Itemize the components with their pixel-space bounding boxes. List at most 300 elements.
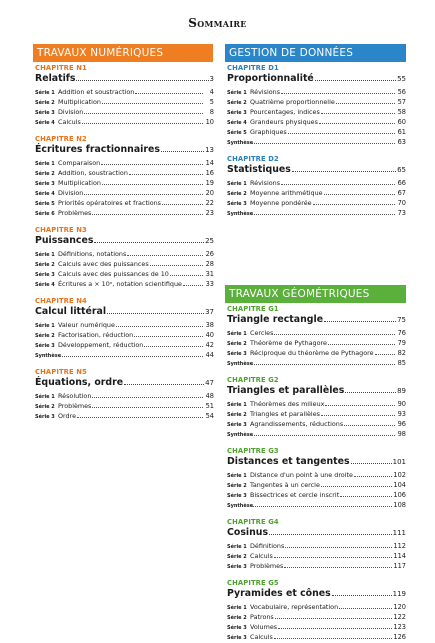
entry-page: 108 — [393, 501, 406, 509]
entry-page: 79 — [397, 339, 406, 347]
dot-leader — [274, 638, 393, 639]
chapter-title: Équations, ordre — [35, 377, 124, 388]
entry-page: 48 — [205, 392, 214, 400]
chapter-label: CHAPITRE N2 — [35, 135, 87, 143]
entry-page: 82 — [397, 349, 406, 357]
toc-entry[interactable] — [35, 270, 214, 280]
dot-leader — [292, 171, 396, 172]
serie-label: Synthèse — [227, 361, 254, 367]
entry-text: Pourcentages, indices — [250, 108, 320, 116]
serie-label: Série 3 — [227, 201, 247, 207]
chapter-title: Calcul littéral — [35, 306, 107, 317]
serie-label: Série 1 — [227, 473, 247, 479]
dot-leader — [325, 405, 395, 406]
entry-text: Volumes — [250, 623, 278, 631]
entry-page: 60 — [397, 118, 406, 126]
toc-entry[interactable] — [35, 108, 214, 118]
serie-label: Série 6 — [35, 211, 55, 217]
section-band-numeric: TRAVAUX NUMÉRIQUES — [33, 44, 213, 62]
toc-column-data — [227, 57, 406, 219]
serie-label: Synthèse — [227, 211, 254, 217]
entry-text: Patrons — [250, 613, 274, 621]
serie-label: Série 5 — [227, 130, 247, 136]
dot-leader — [107, 313, 204, 314]
entry-text: Résolution — [58, 392, 92, 400]
entry-page: 67 — [397, 189, 406, 197]
chapter-page: 111 — [392, 529, 406, 537]
toc-entry[interactable] — [35, 280, 214, 290]
entry-text: Définitions, notations — [58, 250, 127, 258]
chapter-title-row[interactable] — [227, 527, 406, 538]
dot-leader — [116, 326, 203, 327]
serie-label: Série 4 — [35, 120, 55, 126]
serie-label: Série 3 — [227, 351, 247, 357]
entry-page: 26 — [205, 250, 214, 258]
chapter-title-row[interactable] — [35, 73, 214, 84]
serie-label: Série 1 — [227, 402, 247, 408]
entry-text: Valeur numérique — [58, 321, 115, 329]
serie-label: Série 3 — [35, 272, 55, 278]
dot-leader — [332, 595, 392, 596]
toc-entry[interactable] — [35, 351, 214, 361]
entry-text: Calculs — [58, 118, 81, 126]
entry-text: Distance d'un point à une droite — [250, 471, 353, 479]
entry-page: 76 — [397, 329, 406, 337]
entry-page: 104 — [393, 481, 406, 489]
entry-page: 44 — [205, 351, 214, 359]
serie-label: Série 1 — [227, 605, 247, 611]
dot-leader — [274, 557, 393, 558]
entry-page: 61 — [397, 128, 406, 136]
entry-page: 38 — [205, 321, 214, 329]
dot-leader — [251, 364, 395, 365]
dot-leader — [321, 486, 393, 487]
serie-label: Série 1 — [227, 181, 247, 187]
toc-entry[interactable] — [227, 562, 406, 572]
serie-label: Série 2 — [227, 483, 247, 489]
chapter-title: Triangle rectangle — [227, 314, 324, 325]
serie-label: Série 3 — [35, 110, 55, 116]
toc-entry[interactable] — [227, 471, 406, 481]
toc-column-numeric — [35, 57, 214, 422]
entry-text: Révisions — [250, 88, 281, 96]
dot-leader — [275, 618, 393, 619]
serie-label: Série 2 — [35, 171, 55, 177]
toc-entry[interactable] — [227, 552, 406, 562]
dot-leader — [161, 151, 204, 152]
entry-page: 28 — [205, 260, 214, 268]
entry-page: 117 — [393, 562, 406, 570]
chapter-title-row[interactable] — [227, 456, 406, 467]
dot-leader — [345, 392, 396, 393]
serie-label: Série 4 — [227, 120, 247, 126]
chapter-title-row[interactable] — [227, 73, 406, 84]
chapter-label: CHAPITRE N3 — [35, 226, 87, 234]
chapter-title-row[interactable] — [227, 164, 406, 175]
entry-text: Priorités opératoires et fractions — [58, 199, 162, 207]
entry-page: 51 — [205, 402, 214, 410]
entry-page: 57 — [397, 98, 406, 106]
dot-leader — [59, 356, 203, 357]
toc-entry[interactable] — [35, 118, 214, 128]
entry-text: Calculs avec des puissances — [58, 260, 149, 268]
dot-leader — [135, 93, 203, 94]
toc-entry[interactable] — [227, 410, 406, 420]
entry-page: 5 — [209, 98, 214, 106]
dot-leader — [251, 214, 395, 215]
serie-label: Série 2 — [227, 412, 247, 418]
dot-leader — [319, 123, 395, 124]
entry-page: 63 — [397, 138, 406, 146]
entry-text: Multiplication — [58, 179, 101, 187]
toc-entry[interactable] — [227, 128, 406, 138]
entry-page: 23 — [205, 209, 214, 217]
dot-leader — [328, 344, 395, 345]
toc-entry[interactable] — [227, 430, 406, 440]
serie-label: Série 4 — [35, 191, 55, 197]
entry-text: Moyenne arithmétique — [250, 189, 323, 197]
toc-entry[interactable] — [227, 98, 406, 108]
chapter-page: 119 — [392, 590, 406, 598]
dot-leader — [183, 285, 203, 286]
entry-page: 14 — [205, 159, 214, 167]
entry-text: Vocabulaire, représentation — [250, 603, 339, 611]
serie-label: Série 3 — [35, 414, 55, 420]
chapter-page: 25 — [205, 237, 214, 245]
dot-leader — [324, 321, 396, 322]
serie-label: Série 3 — [227, 422, 247, 428]
serie-label: Série 3 — [227, 635, 247, 641]
toc-entry[interactable] — [227, 501, 406, 511]
serie-label: Série 5 — [35, 201, 55, 207]
toc-entry[interactable] — [227, 603, 406, 613]
entry-page: 112 — [393, 542, 406, 550]
entry-page: 93 — [397, 410, 406, 418]
dot-leader — [127, 255, 203, 256]
toc-entry[interactable] — [35, 392, 214, 402]
entry-text: Définitions — [250, 542, 285, 550]
entry-page: 123 — [393, 623, 406, 631]
dot-leader — [313, 204, 395, 205]
toc-entry[interactable] — [227, 118, 406, 128]
entry-text: Graphiques — [250, 128, 287, 136]
chapter-title: Statistiques — [227, 164, 291, 175]
dot-leader — [134, 336, 203, 337]
chapter-page: 37 — [205, 308, 214, 316]
dot-leader — [274, 334, 395, 335]
toc-entry[interactable] — [227, 88, 406, 98]
toc-entry[interactable] — [227, 633, 406, 643]
toc-entry[interactable] — [227, 199, 406, 209]
chapter-label: CHAPITRE G5 — [227, 579, 279, 587]
entry-text: Triangles et parallèles — [250, 410, 320, 418]
serie-label: Série 3 — [35, 343, 55, 349]
serie-label: Série 1 — [35, 252, 55, 258]
entry-page: 122 — [393, 613, 406, 621]
serie-label: Synthèse — [227, 140, 254, 146]
toc-column-geometry — [227, 298, 406, 643]
dot-leader — [92, 214, 203, 215]
entry-text: Addition, soustraction — [58, 169, 128, 177]
entry-text: Problèmes — [250, 562, 284, 570]
chapter-page: 65 — [397, 166, 406, 174]
dot-leader — [76, 80, 208, 81]
chapter-title-row[interactable] — [35, 144, 214, 155]
chapter-label: CHAPITRE G4 — [227, 518, 279, 526]
entry-text: Révisions — [250, 179, 281, 187]
entry-page: 58 — [397, 108, 406, 116]
section-band-geometry: TRAVAUX GÉOMÉTRIQUES — [225, 285, 406, 303]
entry-page: 120 — [393, 603, 406, 611]
entry-page: 20 — [205, 189, 214, 197]
dot-leader — [94, 242, 204, 243]
entry-page: 70 — [397, 199, 406, 207]
dot-leader — [340, 496, 392, 497]
dot-leader — [150, 265, 203, 266]
dot-leader — [339, 608, 392, 609]
dot-leader — [124, 384, 204, 385]
serie-label: Série 1 — [227, 90, 247, 96]
entry-text: Réciproque du théorème de Pythagore — [250, 349, 374, 357]
dot-leader — [315, 80, 396, 81]
chapter-label: CHAPITRE D1 — [227, 64, 279, 72]
entry-page: 85 — [397, 359, 406, 367]
dot-leader — [251, 435, 395, 436]
serie-label: Série 2 — [35, 333, 55, 339]
chapter-title: Triangles et parallèles — [227, 385, 345, 396]
chapter-title: Pyramides et cônes — [227, 588, 331, 599]
toc-entry[interactable] — [35, 159, 214, 169]
serie-label: Synthèse — [35, 353, 62, 359]
entry-page: 96 — [397, 420, 406, 428]
toc-entry[interactable] — [35, 199, 214, 209]
toc-entry[interactable] — [227, 209, 406, 219]
dot-leader — [162, 204, 203, 205]
entry-page: 33 — [205, 280, 214, 288]
dot-leader — [102, 184, 203, 185]
entry-page: 126 — [393, 633, 406, 641]
toc-entry[interactable] — [35, 209, 214, 219]
toc-entry[interactable] — [227, 400, 406, 410]
toc-entry[interactable] — [227, 179, 406, 189]
serie-label: Série 2 — [35, 404, 55, 410]
entry-text: Problèmes — [58, 209, 92, 217]
chapter-title: Distances et tangentes — [227, 456, 350, 467]
dot-leader — [251, 506, 392, 507]
toc-entry[interactable] — [35, 179, 214, 189]
chapter-page: 3 — [209, 75, 214, 83]
dot-leader — [92, 397, 203, 398]
dot-leader — [77, 417, 203, 418]
serie-label: Série 3 — [227, 110, 247, 116]
chapter-page: 101 — [392, 458, 406, 466]
chapter-title: Écritures fractionnaires — [35, 144, 160, 155]
entry-text: Bissectrices et cercle inscrit — [250, 491, 340, 499]
dot-leader — [84, 113, 203, 114]
toc-entry[interactable] — [35, 331, 214, 341]
entry-text: Grandeurs physiques — [250, 118, 318, 126]
dot-leader — [281, 93, 395, 94]
toc-entry[interactable] — [35, 260, 214, 270]
chapter-label: CHAPITRE G1 — [227, 305, 279, 313]
entry-text: Tangentes à un cercle — [250, 481, 320, 489]
chapter-label: CHAPITRE G3 — [227, 447, 279, 455]
serie-label: Synthèse — [227, 503, 254, 509]
toc-entry[interactable] — [35, 402, 214, 412]
entry-text: Quatrième proportionnelle — [250, 98, 335, 106]
entry-page: 90 — [397, 400, 406, 408]
chapter-title-row[interactable] — [227, 385, 406, 396]
toc-entry[interactable] — [227, 138, 406, 148]
dot-leader — [324, 194, 395, 195]
toc-entry[interactable] — [35, 98, 214, 108]
serie-label: Série 2 — [227, 191, 247, 197]
serie-label: Série 1 — [35, 161, 55, 167]
chapter-title-row[interactable] — [35, 377, 214, 388]
entry-text: Théorème de Pythagore — [250, 339, 327, 347]
chapter-page: 55 — [397, 75, 406, 83]
dot-leader — [288, 133, 395, 134]
serie-label: Série 1 — [227, 544, 247, 550]
section-band-data: GESTION DE DONNÉES — [225, 44, 406, 62]
entry-text: Ordre — [58, 412, 77, 420]
toc-entry[interactable] — [227, 189, 406, 199]
toc-entry[interactable] — [227, 481, 406, 491]
chapter-page: 47 — [205, 379, 214, 387]
entry-page: 42 — [205, 341, 214, 349]
chapter-title-row[interactable] — [35, 306, 214, 317]
entry-text: Factorisation, réduction — [58, 331, 134, 339]
chapter-title: Proportionnalité — [227, 73, 314, 84]
dot-leader — [321, 113, 395, 114]
dot-leader — [336, 103, 395, 104]
dot-leader — [82, 123, 203, 124]
entry-text: Agrandissements, réductions — [250, 420, 344, 428]
entry-page: 19 — [205, 179, 214, 187]
serie-label: Série 3 — [227, 564, 247, 570]
dot-leader — [144, 346, 203, 347]
serie-label: Série 2 — [227, 341, 247, 347]
dot-leader — [344, 425, 395, 426]
toc-entry[interactable] — [227, 623, 406, 633]
entry-text: Moyenne pondérée — [250, 199, 312, 207]
entry-text: Cercles — [250, 329, 274, 337]
entry-text: Multiplication — [58, 98, 101, 106]
toc-entry[interactable] — [227, 108, 406, 118]
serie-label: Série 4 — [35, 282, 55, 288]
chapter-label: CHAPITRE D2 — [227, 155, 279, 163]
entry-page: 8 — [209, 108, 214, 116]
entry-page: 114 — [393, 552, 406, 560]
toc-entry[interactable] — [35, 169, 214, 179]
entry-page: 22 — [205, 199, 214, 207]
dot-leader — [101, 164, 203, 165]
dot-leader — [251, 143, 395, 144]
toc-entry[interactable] — [227, 359, 406, 369]
chapter-label: CHAPITRE N5 — [35, 368, 87, 376]
serie-label: Série 1 — [227, 331, 247, 337]
dot-leader — [354, 476, 392, 477]
toc-entry[interactable] — [227, 339, 406, 349]
dot-leader — [92, 407, 203, 408]
toc-entry[interactable] — [35, 341, 214, 351]
entry-text: Calculs avec des puissances de 10 — [58, 270, 169, 278]
entry-text: Écritures a × 10ⁿ, notation scientifique — [58, 280, 182, 288]
entry-text: Addition et soustraction — [58, 88, 135, 96]
entry-text: Division — [58, 108, 84, 116]
chapter-label: CHAPITRE G2 — [227, 376, 279, 384]
serie-label: Série 3 — [227, 625, 247, 631]
dot-leader — [170, 275, 203, 276]
dot-leader — [102, 103, 203, 104]
dot-leader — [281, 184, 395, 185]
dot-leader — [321, 415, 395, 416]
entry-text: Calculs — [250, 552, 273, 560]
entry-text: Développement, réduction — [58, 341, 144, 349]
dot-leader — [284, 567, 392, 568]
serie-label: Série 2 — [227, 100, 247, 106]
entry-page: 10 — [205, 118, 214, 126]
entry-text: Division — [58, 189, 84, 197]
toc-entry[interactable] — [227, 329, 406, 339]
chapter-page: 13 — [205, 146, 214, 154]
toc-entry[interactable] — [227, 349, 406, 359]
toc-entry[interactable] — [227, 491, 406, 501]
chapter-label: CHAPITRE N1 — [35, 64, 87, 72]
chapter-title-row[interactable] — [35, 235, 214, 246]
entry-page: 73 — [397, 209, 406, 217]
serie-label: Synthèse — [227, 432, 254, 438]
toc-entry[interactable] — [35, 88, 214, 98]
entry-page: 31 — [205, 270, 214, 278]
entry-text: Calculs — [250, 633, 273, 641]
chapter-page: 89 — [397, 387, 406, 395]
chapter-label: CHAPITRE N4 — [35, 297, 87, 305]
chapter-title: Cosinus — [227, 527, 269, 538]
entry-page: 66 — [397, 179, 406, 187]
toc-entry[interactable] — [35, 250, 214, 260]
entry-page: 56 — [397, 88, 406, 96]
entry-text: Théorèmes des milieux — [250, 400, 325, 408]
entry-page: 54 — [205, 412, 214, 420]
toc-entry[interactable] — [227, 613, 406, 623]
chapter-title: Relatifs — [35, 73, 76, 84]
serie-label: Série 1 — [35, 323, 55, 329]
serie-label: Série 2 — [227, 615, 247, 621]
chapter-title-row[interactable] — [227, 314, 406, 325]
serie-label: Série 3 — [35, 181, 55, 187]
toc-entry[interactable] — [35, 412, 214, 422]
toc-entry[interactable] — [35, 189, 214, 199]
chapter-title-row[interactable] — [227, 588, 406, 599]
entry-text: Problèmes — [58, 402, 92, 410]
page-title: Sommaire — [188, 16, 247, 30]
entry-page: 102 — [393, 471, 406, 479]
serie-label: Série 2 — [227, 554, 247, 560]
toc-entry[interactable] — [227, 420, 406, 430]
serie-label: Série 2 — [35, 262, 55, 268]
toc-entry[interactable] — [35, 321, 214, 331]
dot-leader — [351, 463, 392, 464]
entry-page: 40 — [205, 331, 214, 339]
serie-label: Série 2 — [35, 100, 55, 106]
toc-entry[interactable] — [227, 542, 406, 552]
dot-leader — [84, 194, 203, 195]
dot-leader — [129, 174, 203, 175]
dot-leader — [269, 534, 392, 535]
entry-page: 4 — [209, 88, 214, 96]
dot-leader — [278, 628, 392, 629]
